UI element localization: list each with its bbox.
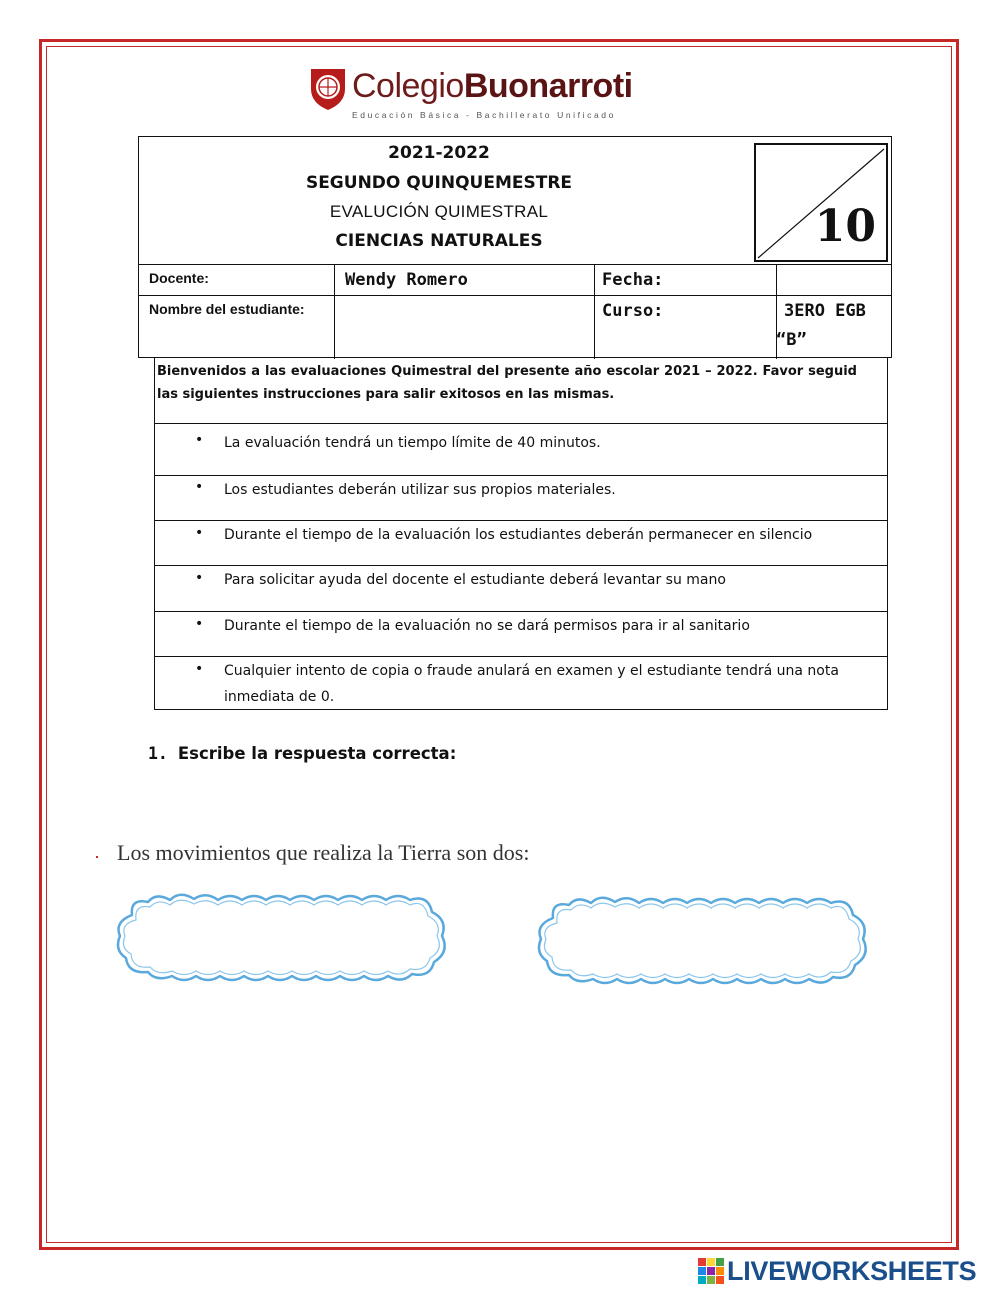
- divider: [594, 264, 595, 359]
- question-1-heading: [148, 744, 456, 763]
- school-tagline: Educación Básica - Bachillerato Unificado: [352, 110, 616, 120]
- school-name-bold: Buonarroti: [463, 67, 633, 105]
- course-label: Curso:: [602, 301, 664, 321]
- instruction-item: Durante el tiempo de la evaluación los estudiantes deberán permanecer en silencio: [224, 527, 813, 543]
- course-value-line1: 3ERO EGB: [784, 301, 866, 321]
- grade-box: [754, 143, 888, 262]
- divider: [155, 611, 887, 612]
- bullet-icon: •: [195, 479, 204, 495]
- divider: [155, 475, 887, 476]
- instruction-item: Cualquier intento de copia o fraude anulará en examen y el estudiante tendrá una nota inmediata de 0.: [224, 663, 839, 705]
- bullet-icon: •: [195, 616, 204, 632]
- school-year: 2021-2022: [388, 143, 490, 163]
- liveworksheets-logo-icon: [698, 1258, 724, 1284]
- divider: [139, 295, 891, 296]
- instructions-box: [154, 358, 888, 710]
- teacher-value[interactable]: Wendy Romero: [345, 270, 468, 290]
- school-name-prefix: Colegio: [352, 67, 464, 105]
- exam-title: EVALUCIÓN QUIMESTRAL: [329, 202, 549, 221]
- question-sentence: Los movimientos que realiza la Tierra son dos:: [117, 840, 530, 865]
- course-value-line2: “B”: [776, 330, 807, 350]
- bullet-icon: •: [195, 570, 204, 586]
- divider: [139, 264, 891, 265]
- bullet-icon: •: [195, 661, 204, 677]
- school-crest-icon: [308, 65, 348, 111]
- date-label: Fecha:: [602, 270, 664, 290]
- school-logo: [308, 65, 673, 123]
- question-prompt: Escribe la respuesta correcta:: [177, 744, 457, 763]
- exam-header-table: [138, 136, 892, 358]
- teacher-label: Docente:: [149, 270, 209, 286]
- student-label: Nombre del estudiante:: [149, 301, 305, 317]
- bullet-icon: •: [195, 432, 204, 448]
- school-name: [352, 67, 633, 106]
- instructions-intro: Bienvenidos a las evaluaciones Quimestral del presente año escolar 2021 – 2022. Favor seguid las siguientes instrucciones para salir exitosos en las mismas.: [157, 364, 857, 402]
- grade-max: 10: [814, 201, 876, 252]
- divider: [155, 423, 887, 424]
- answer-cloud-1[interactable]: [112, 890, 452, 985]
- instruction-item: Para solicitar ayuda del docente el estudiante deberá levantar su mano: [224, 572, 726, 588]
- divider: [155, 565, 887, 566]
- instruction-item: La evaluación tendrá un tiempo límite de 40 minutos.: [224, 435, 601, 451]
- instruction-item: Durante el tiempo de la evaluación no se dará permisos para ir al sanitario: [224, 618, 750, 634]
- answer-cloud-2[interactable]: [533, 893, 873, 988]
- decorative-dot: [96, 856, 98, 858]
- subject-title: CIENCIAS NATURALES: [335, 231, 543, 251]
- question-number: 1.: [148, 744, 168, 763]
- brand-text: LIVEWORKSHEETS: [727, 1256, 977, 1286]
- divider: [155, 520, 887, 521]
- divider: [334, 264, 335, 359]
- term-title: SEGUNDO QUINQUEMESTRE: [305, 173, 573, 193]
- divider: [155, 656, 887, 657]
- bullet-icon: •: [195, 525, 204, 541]
- instruction-item: Los estudiantes deberán utilizar sus propios materiales.: [224, 482, 616, 498]
